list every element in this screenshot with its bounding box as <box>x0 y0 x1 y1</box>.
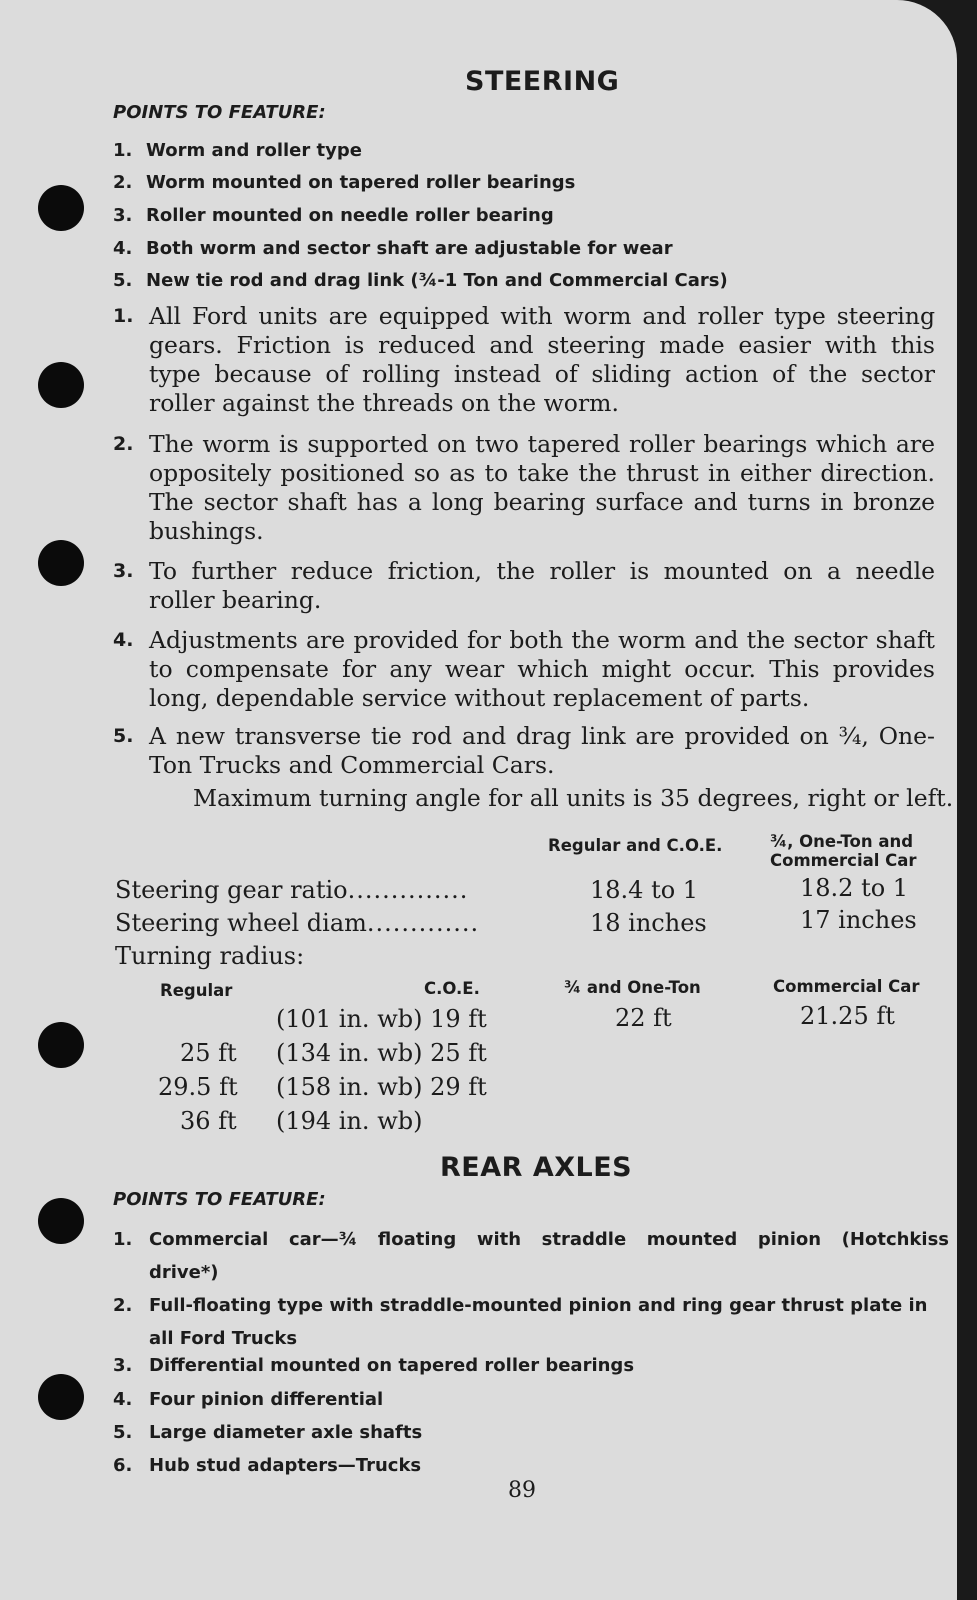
rear-axle-feature: 1. Commercial car—¾ floating with straddle mounted pinion (Hotchkiss drive*) <box>113 1229 949 1283</box>
binder-hole <box>38 362 84 408</box>
steering-title: STEERING <box>465 66 620 97</box>
radius-coe-value: (158 in. wb) 29 ft <box>276 1073 487 1101</box>
steering-description: 2. The worm is supported on two tapered roller bearings which are oppositely positioned so as to take the thrust in either direction. The sector shaft has a long bearing surface and turns in bronze bushings. <box>113 430 935 545</box>
rear-axle-feature: 2. Full-floating type with straddle-mounted pinion and ring gear thrust plate in all Ford Trucks <box>113 1295 928 1349</box>
steering-description: 3. To further reduce friction, the roller is mounted on a needle roller bearing. <box>113 557 935 614</box>
max-turning-note: Maximum turning angle for all units is 35 degrees, right or left. <box>193 784 954 812</box>
radius-coe-value: (134 in. wb) 25 ft <box>276 1039 487 1067</box>
spec-row-label: Steering wheel diam............. <box>115 909 480 937</box>
rear-axle-feature: 4. Four pinion differential <box>113 1389 384 1410</box>
steering-description: 4. Adjustments are provided for both the worm and the sector shaft to compensate for any wear which might occur. This provides long, dependable service without replacement of parts. <box>113 626 935 712</box>
spec-value: 18 inches <box>590 909 707 937</box>
spec-value: 18.4 to 1 <box>590 876 699 904</box>
turning-radius-label: Turning radius: <box>115 942 305 970</box>
radius-col-commercial: Commercial Car <box>773 977 920 996</box>
spec-col1-header: Regular and C.O.E. <box>548 836 723 855</box>
radius-three-quarter-value: 22 ft <box>615 1004 672 1032</box>
binder-hole <box>38 185 84 231</box>
rear-axles-points-heading: POINTS TO FEATURE: <box>113 1189 326 1210</box>
steering-feature: 4. Both worm and sector shaft are adjustable for wear <box>113 238 673 259</box>
binder-hole <box>38 1374 84 1420</box>
page-number: 89 <box>508 1478 536 1503</box>
steering-description: 1. All Ford units are equipped with worm and roller type steering gears. Friction is reduced and steering made easier with this type because of rolling instead of sliding action of the sector roller against the threads on the worm. <box>113 302 935 417</box>
binder-hole <box>38 1198 84 1244</box>
spec-value: 17 inches <box>800 906 917 934</box>
radius-regular-value: 36 ft <box>180 1107 237 1135</box>
rear-axle-feature: 5. Large diameter axle shafts <box>113 1422 423 1443</box>
rear-axle-feature: 3. Differential mounted on tapered roller bearings <box>113 1355 635 1376</box>
steering-description: 5. A new transverse tie rod and drag link are provided on ¾, One-Ton Trucks and Commercial Cars. <box>113 722 935 779</box>
steering-feature: 3. Roller mounted on needle roller bearing <box>113 205 554 226</box>
radius-regular-value: 25 ft <box>180 1039 237 1067</box>
binder-hole <box>38 1022 84 1068</box>
radius-col-regular: Regular <box>160 981 233 1000</box>
radius-regular-value: 29.5 ft <box>158 1073 238 1101</box>
binder-hole <box>38 540 84 586</box>
steering-feature: 1. Worm and roller type <box>113 140 362 161</box>
steering-points-heading: POINTS TO FEATURE: <box>113 102 326 123</box>
spec-col2-header: ¾, One-Ton and Commercial Car <box>770 832 917 870</box>
rear-axle-feature: 6. Hub stud adapters—Trucks <box>113 1455 422 1476</box>
radius-coe-value: (194 in. wb) <box>276 1107 423 1135</box>
radius-col-three-quarter: ¾ and One-Ton <box>564 978 701 997</box>
spec-value: 18.2 to 1 <box>800 874 909 902</box>
radius-coe-value: (101 in. wb) 19 ft <box>276 1005 487 1033</box>
radius-commercial-value: 21.25 ft <box>800 1002 895 1030</box>
steering-feature: 5. New tie rod and drag link (¾-1 Ton and Commercial Cars) <box>113 270 728 291</box>
radius-col-coe: C.O.E. <box>424 979 480 998</box>
rear-axles-title: REAR AXLES <box>440 1152 633 1183</box>
steering-feature: 2. Worm mounted on tapered roller bearings <box>113 172 576 193</box>
spec-row-label: Steering gear ratio.............. <box>115 876 469 904</box>
